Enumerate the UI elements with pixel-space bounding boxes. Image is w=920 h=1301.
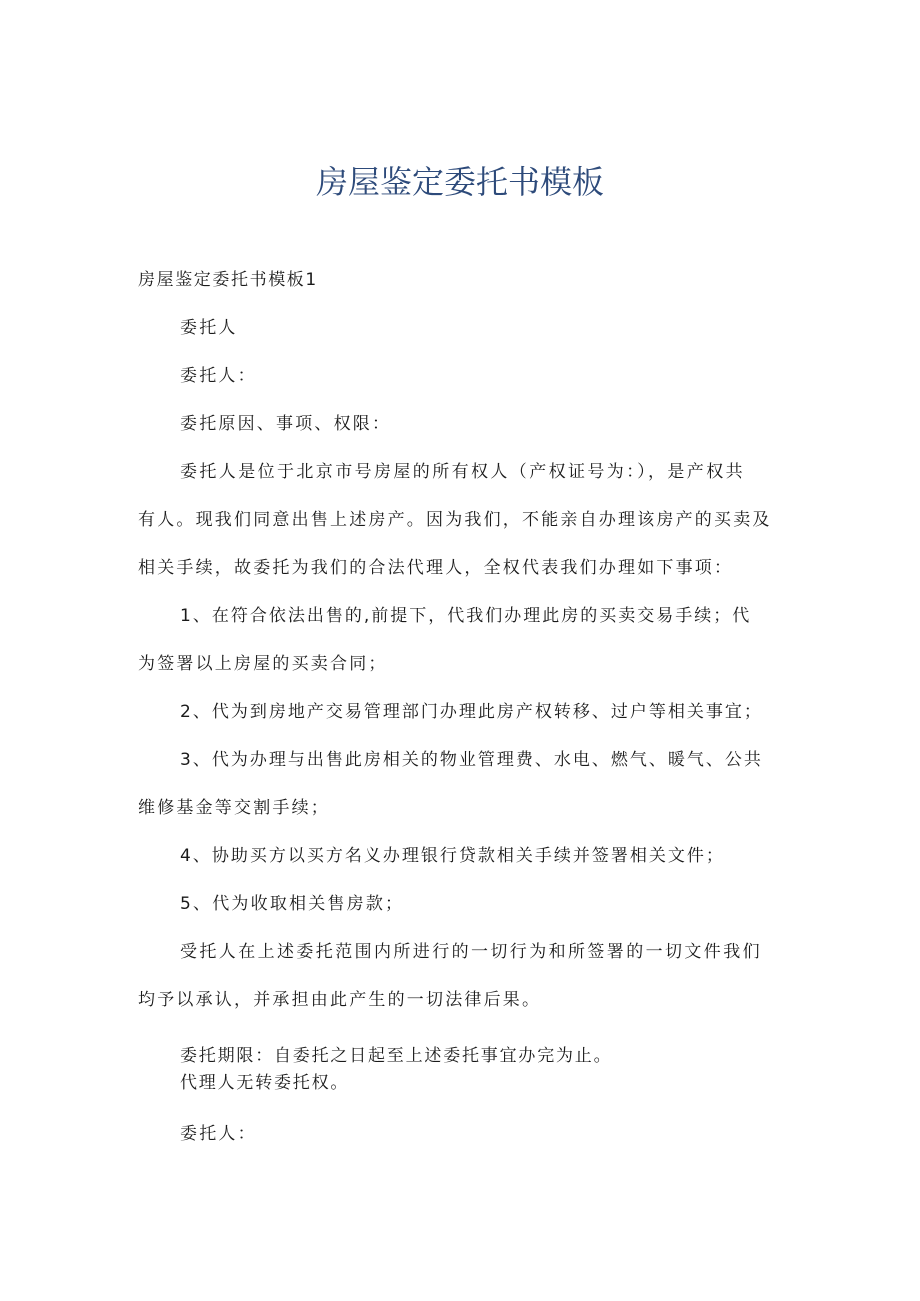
paragraph-line: 1、在符合依法出售的,前提下，代我们办理此房的买卖交易手续；代: [180, 606, 752, 626]
paragraph-line: 为签署以上房屋的买卖合同；: [138, 654, 388, 674]
document-title: 房屋鉴定委托书模板: [315, 163, 604, 201]
paragraph-line: 维修基金等交割手续；: [138, 798, 330, 818]
paragraph-line: 有人。现我们同意出售上述房产。因为我们，不能亲自办理该房产的买卖及: [138, 510, 772, 530]
paragraph-line: 委托人: [180, 318, 238, 338]
paragraph-line: 代理人无转委托权。: [180, 1073, 350, 1093]
section-heading: 房屋鉴定委托书模板1: [138, 270, 318, 290]
paragraph-line: 4、协助买方以买方名义办理银行贷款相关手续并签署相关文件；: [180, 846, 725, 866]
paragraph-line: 相关手续，故委托为我们的合法代理人，全权代表我们办理如下事项：: [138, 558, 734, 578]
paragraph-line: 委托期限：自委托之日起至上述委托事宜办完为止。: [180, 1046, 613, 1066]
paragraph-line: 委托人：: [180, 366, 257, 386]
paragraph-line: 3、代为办理与出售此房相关的物业管理费、水电、燃气、暖气、公共: [180, 750, 763, 770]
paragraph-line: 委托人：: [180, 1124, 257, 1144]
paragraph-line: 委托原因、事项、权限：: [180, 414, 392, 434]
paragraph-line: 5、代为收取相关售房款；: [180, 894, 405, 914]
paragraph-line: 受托人在上述委托范围内所进行的一切行为和所签署的一切文件我们: [180, 942, 762, 962]
paragraph-line: 委托人是位于北京市号房屋的所有权人（产权证号为：），是产权共: [180, 462, 745, 482]
paragraph-line: 均予以承认，并承担由此产生的一切法律后果。: [138, 990, 542, 1010]
paragraph-line: 2、代为到房地产交易管理部门办理此房产权转移、过户等相关事宜；: [180, 702, 763, 722]
